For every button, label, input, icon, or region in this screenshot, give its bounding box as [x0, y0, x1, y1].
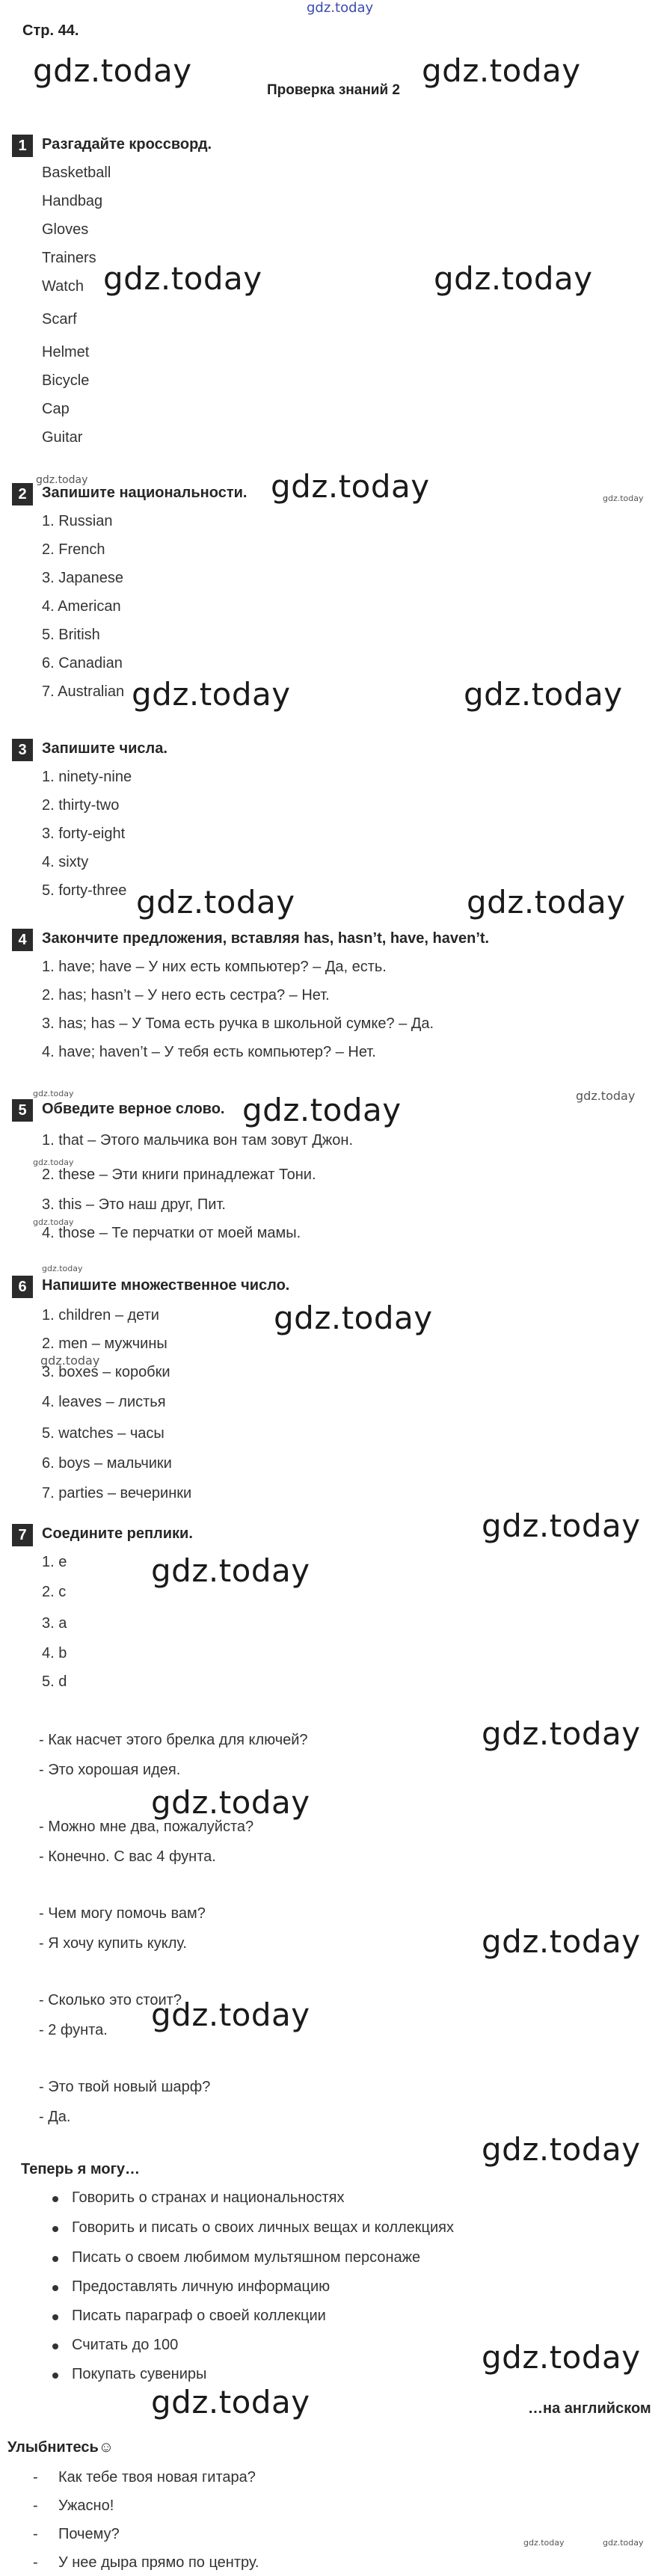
dash: -	[33, 2469, 38, 2486]
bullet-icon	[52, 2285, 58, 2291]
list-item: 4. leaves – листья	[42, 1394, 166, 1410]
section-4-heading: Закончите предложения, вставляя has, hasn’t, have, haven’t.	[42, 930, 490, 947]
section-1-number: 1	[12, 135, 33, 157]
list-item: 6. boys – мальчики	[42, 1455, 172, 1472]
list-item: 3. forty-eight	[42, 826, 126, 842]
list-item: Покупать сувениры	[72, 2366, 207, 2382]
dash: -	[33, 2554, 38, 2571]
section-3-number: 3	[12, 739, 33, 761]
watermark-small: gdz.today	[523, 2538, 565, 2548]
watermark: gdz.today	[151, 2384, 310, 2420]
list-item: Считать до 100	[72, 2337, 179, 2353]
list-item: 7. Australian	[42, 683, 125, 700]
list-item: 1. e	[42, 1554, 67, 1570]
list-item: Предоставлять личную информацию	[72, 2278, 331, 2295]
dialogue-line: - Конечно. С вас 4 фунта.	[39, 1848, 216, 1865]
bullet-icon	[52, 2343, 58, 2349]
dialogue-line: - Как насчет этого брелка для ключей?	[39, 1732, 308, 1748]
watermark-small: gdz.today	[40, 1353, 100, 1368]
smile-heading: Улыбнитесь☺	[7, 2439, 114, 2456]
bullet-icon	[52, 2256, 58, 2262]
list-item: Почему?	[58, 2526, 120, 2542]
now-i-can-heading: Теперь я могу…	[21, 2161, 141, 2177]
list-item: Trainers	[42, 250, 96, 266]
section-4-number: 4	[12, 929, 33, 951]
list-item: 4. have; haven’t – У тебя есть компьютер? – Нет.	[42, 1044, 376, 1060]
list-item: 5. forty-three	[42, 882, 127, 899]
list-item: 1. Russian	[42, 513, 113, 529]
dash: -	[33, 2497, 38, 2514]
list-item: 6. Canadian	[42, 655, 123, 671]
watermark: gdz.today	[482, 1715, 641, 1752]
dialogue-line: - 2 фунта.	[39, 2022, 108, 2038]
section-2-number: 2	[12, 483, 33, 505]
page-title: Проверка знаний 2	[267, 82, 400, 98]
list-item: Cap	[42, 401, 70, 417]
watermark: gdz.today	[274, 1300, 433, 1336]
dialogue-line: - Это хорошая идея.	[39, 1762, 181, 1778]
section-3-heading: Запишите числа.	[42, 740, 168, 757]
watermark: gdz.today	[103, 260, 262, 297]
list-item: Scarf	[42, 311, 77, 328]
list-item: Guitar	[42, 429, 83, 446]
watermark-small: gdz.today	[42, 1264, 83, 1273]
watermark: gdz.today	[482, 2131, 641, 2168]
watermark-small: gdz.today	[33, 1217, 74, 1227]
list-item: 3. has; has – У Тома есть ручка в школьной сумке? – Да.	[42, 1015, 434, 1032]
list-item: Писать параграф о своей коллекции	[72, 2308, 326, 2324]
top-watermark: gdz.today	[307, 0, 374, 16]
watermark: gdz.today	[136, 884, 295, 920]
list-item: Basketball	[42, 165, 111, 181]
now-i-can-tail: …на английском	[528, 2400, 651, 2417]
list-item: 5. d	[42, 1673, 67, 1690]
list-item: Говорить о странах и национальностях	[72, 2189, 345, 2206]
list-item: 4. those – Те перчатки от моей мамы.	[42, 1225, 301, 1241]
list-item: Как тебе твоя новая гитара?	[58, 2469, 256, 2486]
list-item: 3. boxes – коробки	[42, 1364, 170, 1380]
watermark: gdz.today	[151, 1784, 310, 1821]
watermark: gdz.today	[434, 260, 593, 297]
list-item: 5. watches – часы	[42, 1425, 165, 1442]
section-1-heading: Разгадайте кроссворд.	[42, 136, 212, 153]
list-item: Bicycle	[42, 372, 90, 389]
watermark: gdz.today	[422, 52, 581, 89]
section-7-heading: Соедините реплики.	[42, 1525, 193, 1542]
dialogue-line: - Чем могу помочь вам?	[39, 1905, 206, 1922]
watermark-small: gdz.today	[33, 1089, 74, 1098]
list-item: 3. a	[42, 1615, 67, 1632]
watermark: gdz.today	[482, 1923, 641, 1960]
watermark: gdz.today	[467, 884, 626, 920]
dialogue-line: - Да.	[39, 2109, 71, 2125]
page-label: Стр. 44.	[22, 22, 79, 39]
list-item: 2. these – Эти книги принадлежат Тони.	[42, 1166, 316, 1183]
dash: -	[33, 2526, 38, 2542]
watermark: gdz.today	[464, 676, 623, 713]
list-item: Ужасно!	[58, 2497, 114, 2514]
bullet-icon	[52, 2226, 58, 2232]
watermark-small: gdz.today	[576, 1089, 636, 1103]
list-item: 4. b	[42, 1645, 67, 1662]
watermark-small: gdz.today	[603, 2538, 644, 2548]
list-item: Handbag	[42, 193, 103, 209]
list-item: 2. men – мужчины	[42, 1335, 168, 1352]
bullet-icon	[52, 2314, 58, 2320]
dialogue-line: - Я хочу купить куклу.	[39, 1935, 187, 1952]
section-5-number: 5	[12, 1099, 33, 1122]
list-item: 3. Japanese	[42, 570, 123, 586]
section-6-number: 6	[12, 1276, 33, 1298]
list-item: Писать о своем любимом мультяшном персонаже	[72, 2249, 421, 2266]
section-6-heading: Напишите множественное число.	[42, 1277, 290, 1294]
watermark: gdz.today	[151, 1996, 310, 2033]
watermark-small: gdz.today	[603, 494, 644, 503]
list-item: 1. that – Этого мальчика вон там зовут Джон.	[42, 1132, 353, 1149]
list-item: Gloves	[42, 221, 89, 238]
list-item: 1. children – дети	[42, 1307, 159, 1324]
watermark: gdz.today	[482, 1507, 641, 1544]
bullet-icon	[52, 2373, 58, 2379]
watermark: gdz.today	[271, 468, 430, 505]
list-item: 4. American	[42, 598, 121, 615]
watermark: gdz.today	[33, 52, 192, 89]
list-item: 5. British	[42, 627, 100, 643]
list-item: 1. ninety-nine	[42, 769, 132, 785]
list-item: Watch	[42, 278, 84, 295]
dialogue-line: - Это твой новый шарф?	[39, 2079, 211, 2095]
list-item: 3. this – Это наш друг, Пит.	[42, 1196, 226, 1213]
list-item: 4. sixty	[42, 854, 89, 870]
list-item: 2. has; hasn’t – У него есть сестра? – Нет.	[42, 987, 330, 1003]
watermark: gdz.today	[482, 2339, 641, 2376]
watermark: gdz.today	[132, 676, 291, 713]
section-2-heading: Запишите национальности.	[42, 485, 248, 501]
watermark: gdz.today	[242, 1092, 402, 1128]
list-item: 2. French	[42, 541, 105, 558]
list-item: Говорить и писать о своих личных вещах и коллекциях	[72, 2219, 455, 2236]
list-item: У нее дыра прямо по центру.	[58, 2554, 259, 2571]
dialogue-line: - Можно мне два, пожалуйста?	[39, 1819, 254, 1835]
watermark: gdz.today	[151, 1552, 310, 1589]
list-item: 2. c	[42, 1584, 67, 1600]
section-5-heading: Обведите верное слово.	[42, 1101, 225, 1117]
dialogue-line: - Сколько это стоит?	[39, 1992, 182, 2008]
list-item: Helmet	[42, 344, 90, 360]
section-7-number: 7	[12, 1524, 33, 1546]
bullet-icon	[52, 2196, 58, 2202]
list-item: 1. have; have – У них есть компьютер? – Да, есть.	[42, 959, 387, 975]
watermark-small: gdz.today	[36, 474, 88, 486]
watermark-small: gdz.today	[33, 1158, 74, 1167]
list-item: 2. thirty-two	[42, 797, 120, 814]
list-item: 7. parties – вечеринки	[42, 1485, 192, 1501]
